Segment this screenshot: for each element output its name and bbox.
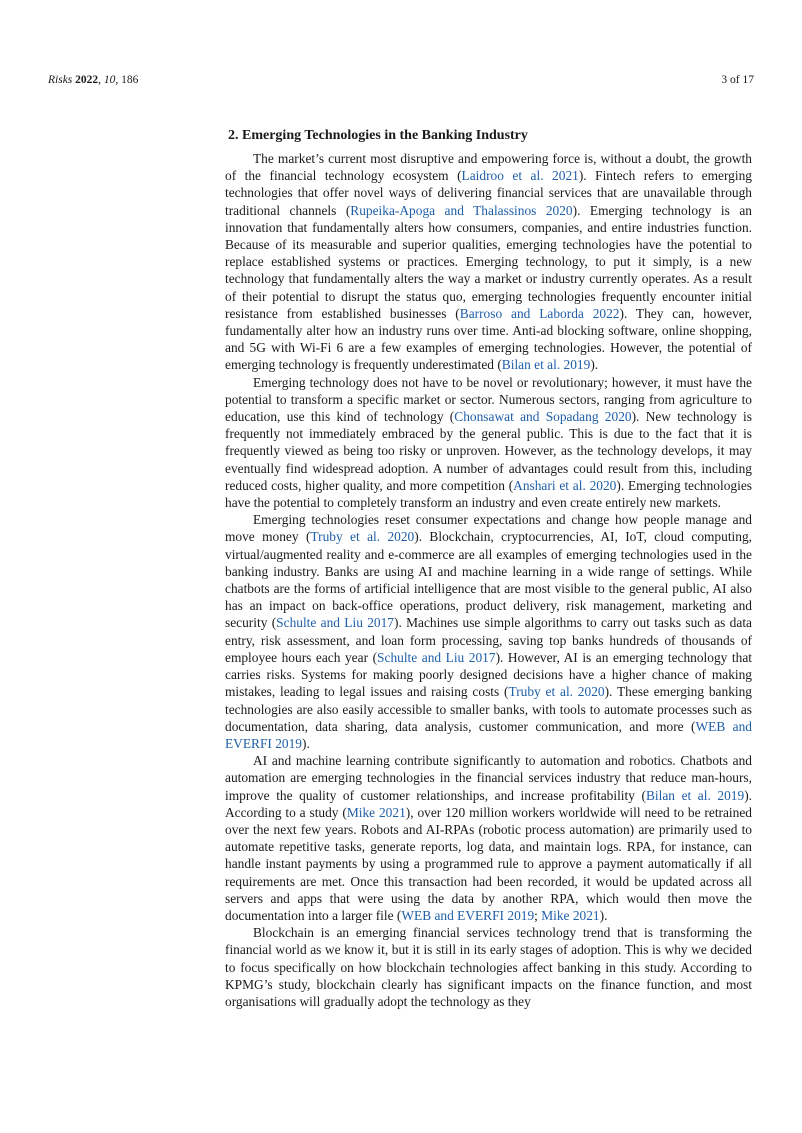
body-text: Emerging technologies reset consumer expectations and change how people manage and move money ( [225, 512, 752, 545]
body-text: ). According to a study ( [225, 787, 752, 820]
journal-name: Risks [48, 74, 73, 86]
body-text: ). Emerging technologies have the potential to completely transform an industry and even create entirely new markets. [225, 477, 752, 511]
citation-link[interactable]: Chonsawat and Sopadang 2020 [454, 409, 632, 425]
citation-link[interactable]: Truby et al. 2020 [310, 529, 415, 545]
body-text: ). They can, however, fundamentally alter how an industry runs over time. Anti-ad blocking software, online shopping, and 5G with Wi-Fi 6 are a few examples of emerging technologies. However, the potential of emerging technology is frequently underestimated ( [225, 305, 752, 373]
section-heading: 2. Emerging Technologies in the Banking Industry [228, 128, 528, 143]
body-text: Emerging technology does not have to be novel or revolutionary; however, it must have the potential to transform a specific market or sector. Numerous sectors, ranging from agriculture to education, use this kind of technology ( [225, 374, 752, 425]
body-text: ). [590, 357, 599, 373]
citation-link[interactable]: Truby et al. 2020 [508, 684, 605, 700]
citation-link[interactable]: Mike 2021 [541, 907, 600, 923]
citation-link[interactable]: Mike 2021 [346, 804, 406, 820]
body-text: ). Fintech refers to emerging technologies that offer novel ways of delivering financial services that are unavailable through traditional channels ( [225, 168, 752, 218]
citation-link[interactable]: WEB and EVERFI 2019 [225, 718, 752, 751]
paragraph-3 [225, 511, 752, 752]
journal-citation: Risks 2022, 10, 186 [48, 74, 139, 86]
citation-link[interactable]: Anshari et al. 2020 [513, 477, 617, 493]
paragraph-4 [225, 752, 752, 924]
citation-link[interactable]: Rupeika-Apoga and Thalassinos 2020 [350, 202, 573, 218]
body-text: AI and machine learning contribute significantly to automation and robotics. Chatbots and automation are emerging technologies in the financial services industry that reduce man-hours, improve the quality of customer relationships, and increase profitability ( [225, 753, 752, 803]
body-text: ). [599, 907, 608, 923]
section-body [225, 150, 752, 1010]
article-number: 186 [121, 74, 139, 86]
body-text: Blockchain is an emerging financial services technology trend that is transforming the financial world as we know it, but it is still in its early stages of adoption. This is why we decided to focus specifically on how blockchain technologies affect banking in this study. According to KPMG’s study, blockchain clearly has significant impacts on the finance function, and most organisations will gradually adopt the technology as they [225, 925, 752, 1009]
body-text: ). Blockchain, cryptocurrencies, AI, IoT, cloud computing, virtual/augmented reality and e-commerce are all examples of emerging technologies used in the banking industry. Banks are using AI and machine learning in a wide range of settings. While chatbots are the forms of artificial intelligence that are most visible to the general public, AI also has an impact on back-office operations, product delivery, risk management, marketing and security ( [225, 529, 752, 631]
paragraph-1 [225, 150, 752, 374]
body-text: ). Machines use simple algorithms to carry out tasks such as data entry, risk assessment, and loan form processing, saving top banks hundreds of thousands of employee hours each year ( [225, 615, 752, 665]
body-text: ), over 120 million workers worldwide will need to be retrained over the next few years. Robots and AI-RPAs (robotic process automation) are primarily used to automate repetitive tasks, generate reports, log data, and maintain logs. RPA, for instance, can handle instant payments by using a programmed rule to approve a payment automatically if all requirements are met. Once this transaction had been recorded, it would be updated across all servers and apps that were using the data by another RPA, which would then move the documentation into a larger file ( [225, 804, 752, 923]
body-text: ). New technology is frequently not immediately embraced by the general public. This is due to the fact that it is frequently viewed as being too risky or unproven. However, as the technology develops, it may eventually find widespread adoption. A number of advantages could result from this, including reduced costs, higher quality, and more competition ( [225, 409, 752, 493]
citation-link[interactable]: Schulte and Liu 2017 [377, 649, 496, 665]
citation-link[interactable]: Barroso and Laborda 2022 [459, 305, 620, 321]
body-text: ). [302, 735, 310, 751]
journal-volume: 10 [103, 74, 116, 86]
page-number: 3 of 17 [721, 74, 754, 86]
paragraph-2 [225, 374, 752, 512]
citation-link[interactable]: Laidroo et al. 2021 [461, 168, 579, 184]
body-text: The market’s current most disruptive and empowering force is, without a doubt, the growth of the financial technology ecosystem ( [225, 151, 752, 184]
citation-link[interactable]: Schulte and Liu 2017 [276, 615, 394, 631]
paragraph-5 [225, 924, 752, 1010]
citation-link[interactable]: Bilan et al. 2019 [645, 787, 745, 803]
body-text: ). Emerging technology is an innovation that fundamentally alters how consumers, companies, and entire industries function. Because of its measurable and superior qualities, emerging technologies have the potential to replace established systems or practices. Emerging technology, to put it simply, is a new technology that fundamentally alters the way a market or industry currently operates. As a result of their potential to disrupt the status quo, emerging technologies frequently encounter initial resistance from established businesses ( [225, 202, 752, 321]
body-text: ). However, AI is an emerging technology that carries risks. Systems for making poorly designed decisions have a higher chance of making mistakes, leading to legal issues and raising costs ( [225, 649, 752, 700]
citation-link[interactable]: WEB and EVERFI 2019 [401, 907, 535, 923]
citation-link[interactable]: Bilan et al. 2019 [501, 357, 591, 373]
body-text: ; [534, 907, 542, 923]
body-text: ). These emerging banking technologies are also easily accessible to smaller banks, with tools to automate processes such as documentation, data sharing, data analysis, customer communication, and more ( [225, 684, 752, 734]
journal-year: 2022 [75, 74, 99, 86]
